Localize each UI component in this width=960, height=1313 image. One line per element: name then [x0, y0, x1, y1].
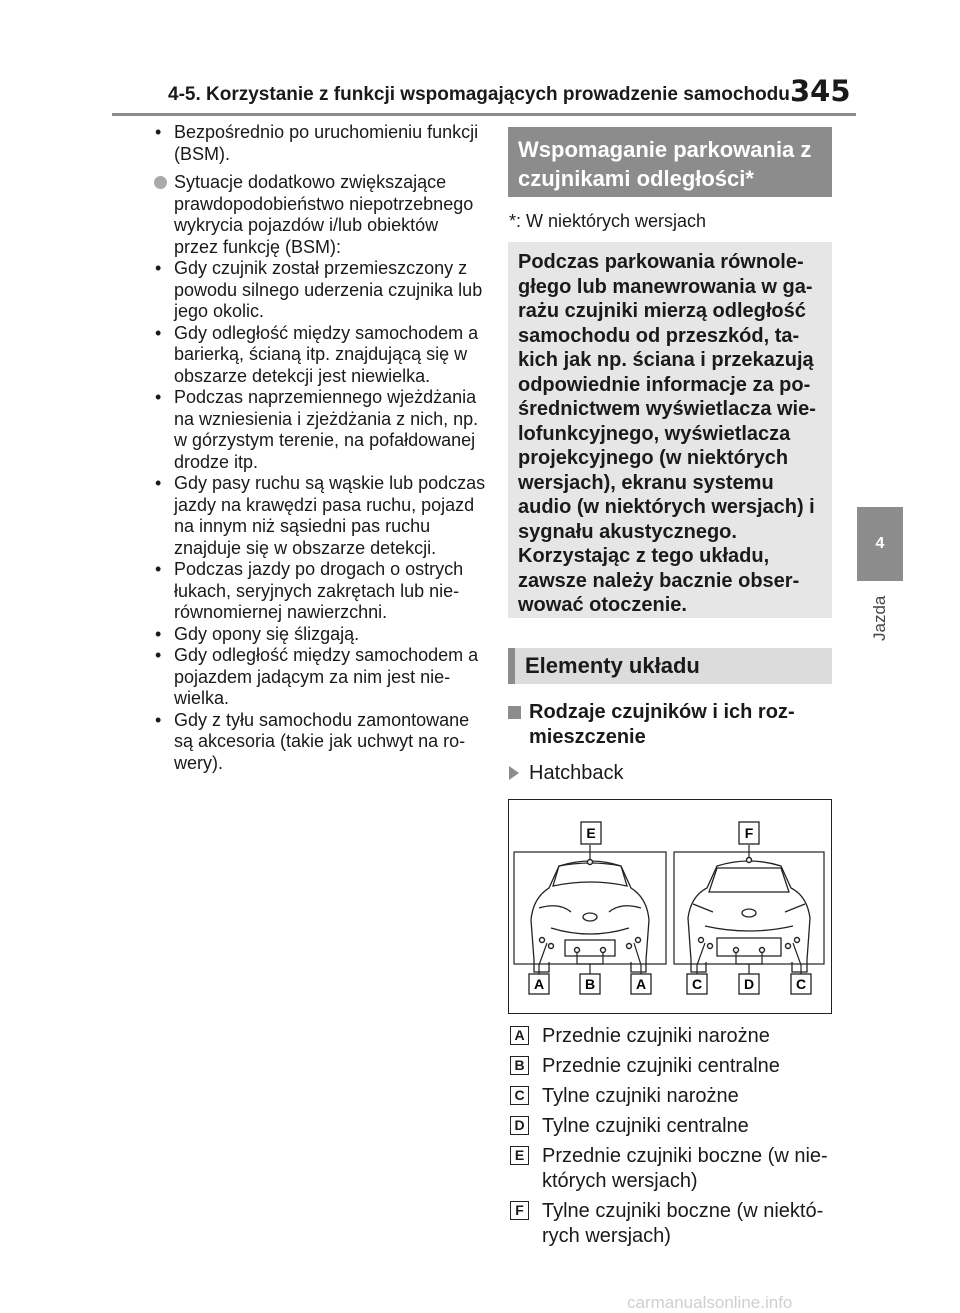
section-title: Wspomaganie parkowania z czujnikami odległości* — [508, 127, 832, 197]
square-bullet-icon — [508, 706, 521, 719]
sensor-legend — [508, 1024, 832, 1249]
label-box-e — [581, 822, 601, 844]
gray-dot-icon — [154, 176, 167, 189]
list-item: • Podczas jazdy po drogach o ostrych łukach, seryjnych zakrętach lub nierównomiernej nawierzchni. — [150, 559, 486, 624]
page-number: 345 — [790, 74, 851, 108]
condition-text: Sytuacje dodatkowo zwiększające prawdopodobieństwo niepotrzebnego wykrycia pojazdów i/lub obiektów przez funkcję (BSM): — [174, 172, 474, 257]
condition-item — [150, 172, 486, 258]
chapter-tab: 4 — [857, 507, 903, 581]
sensor-diagram — [508, 799, 832, 1014]
rear-view-frame — [674, 852, 824, 964]
legend-text: Przednie czujniki narożne — [542, 1025, 770, 1047]
rear-car-drawing — [688, 861, 810, 972]
variant-text: Hatchback — [529, 762, 624, 784]
left-column — [150, 122, 486, 774]
svg-text:F: F — [744, 825, 754, 841]
legend-text: Tylne czujniki boczne (w niektórych wersjach) — [542, 1200, 824, 1247]
list-item: • Gdy z tyłu samochodu zamontowane są akcesoria (takie jak uchwyt na rowery). — [150, 710, 486, 775]
right-column — [508, 127, 832, 1254]
variant-label — [508, 762, 832, 785]
label-box-c-right — [791, 974, 811, 994]
page-header-title: 4-5. Korzystanie z funkcji wspomagających prowadzenie samochodu — [168, 84, 790, 105]
legend-item — [508, 1024, 832, 1049]
triangle-bullet-icon — [509, 766, 519, 780]
legend-text: Tylne czujniki narożne — [542, 1085, 739, 1107]
legend-item — [508, 1084, 832, 1109]
intro-box: Podczas parkowania równoległego lub manewrowania w garażu czujniki mierzą odległość samochodu od przeszkód, takich jak np. ściana i przekazują odpowiednie informacje za pośrednictwem wyświetlacza wielofunkcyjnego, wyświetlacza projekcyjnego (w niektórych wersjach), ekranu systemu audio (w niektórych wersjach) i sygnału akustycznego. Korzystając z tego układu, zawsze należy bacznie obserwować otoczenie. — [508, 242, 832, 618]
legend-key: F — [510, 1201, 529, 1220]
intro-bullet: • Bezpośrednio po uruchomieniu funkcji (BSM). — [150, 122, 486, 165]
chapter-label: Jazda — [870, 595, 889, 641]
legend-key: D — [510, 1116, 529, 1135]
list-item: • Gdy opony się ślizgają. — [150, 624, 486, 646]
legend-item — [508, 1054, 832, 1079]
list-item: • Gdy odległość między samochodem a barierką, ścianą itp. znajdującą się w obszarze detekcji jest niewielka. — [150, 323, 486, 388]
label-box-a-left — [529, 974, 549, 994]
svg-text:B: B — [584, 976, 596, 992]
legend-key: A — [510, 1026, 529, 1045]
label-box-d — [739, 974, 759, 994]
section-title-components: Elementy układu — [508, 648, 832, 684]
legend-key: E — [510, 1146, 529, 1165]
legend-key: C — [510, 1086, 529, 1105]
label-box-f — [739, 822, 759, 844]
legend-text: Przednie czujniki centralne — [542, 1055, 780, 1077]
label-box-b — [580, 974, 600, 994]
diagram-labels — [529, 822, 811, 994]
watermark-link[interactable]: carmanualsonline.info — [627, 1293, 793, 1312]
svg-text:D: D — [743, 976, 755, 992]
legend-item — [508, 1114, 832, 1139]
sensor-diagram-svg — [509, 800, 830, 1012]
legend-key: B — [510, 1056, 529, 1075]
legend-item — [508, 1199, 832, 1249]
svg-text:C: C — [691, 976, 703, 992]
svg-text:C: C — [795, 976, 807, 992]
front-view-frame — [514, 852, 666, 964]
svg-text:E: E — [586, 825, 596, 841]
svg-text:A: A — [635, 976, 647, 992]
front-car-drawing — [531, 861, 649, 972]
footnote: *: W niektórych wersjach — [509, 211, 707, 231]
sub-heading — [508, 700, 832, 750]
list-item: • Gdy czujnik został przemieszczony z powodu silnego uderzenia czujnika lub jego okolic. — [150, 258, 486, 323]
list-item: • Podczas naprzemiennego wjeżdżania na wzniesienia i zjeżdżania z nich, np. w górzystym terenie, na pofałdowanej drodze itp. — [150, 387, 486, 473]
list-item: • Gdy odległość między samochodem a pojazdem jadącym za nim jest niewielka. — [150, 645, 486, 710]
legend-text: Przednie czujniki boczne (w niektórych wersjach) — [542, 1145, 828, 1192]
label-box-a-right — [631, 974, 651, 994]
list-item: • Gdy pasy ruchu są wąskie lub podczas jazdy na krawędzi pasa ruchu, pojazd na innym niż sąsiedni pas ruchu znajduje się w obszarze detekcji. — [150, 473, 486, 559]
header-divider — [112, 113, 856, 116]
sub-heading-text: Rodzaje czujników i ich rozmieszczenie — [529, 701, 795, 748]
svg-text:A: A — [533, 976, 545, 992]
legend-item — [508, 1144, 832, 1194]
label-box-c-left — [687, 974, 707, 994]
legend-text: Tylne czujniki centralne — [542, 1115, 749, 1137]
